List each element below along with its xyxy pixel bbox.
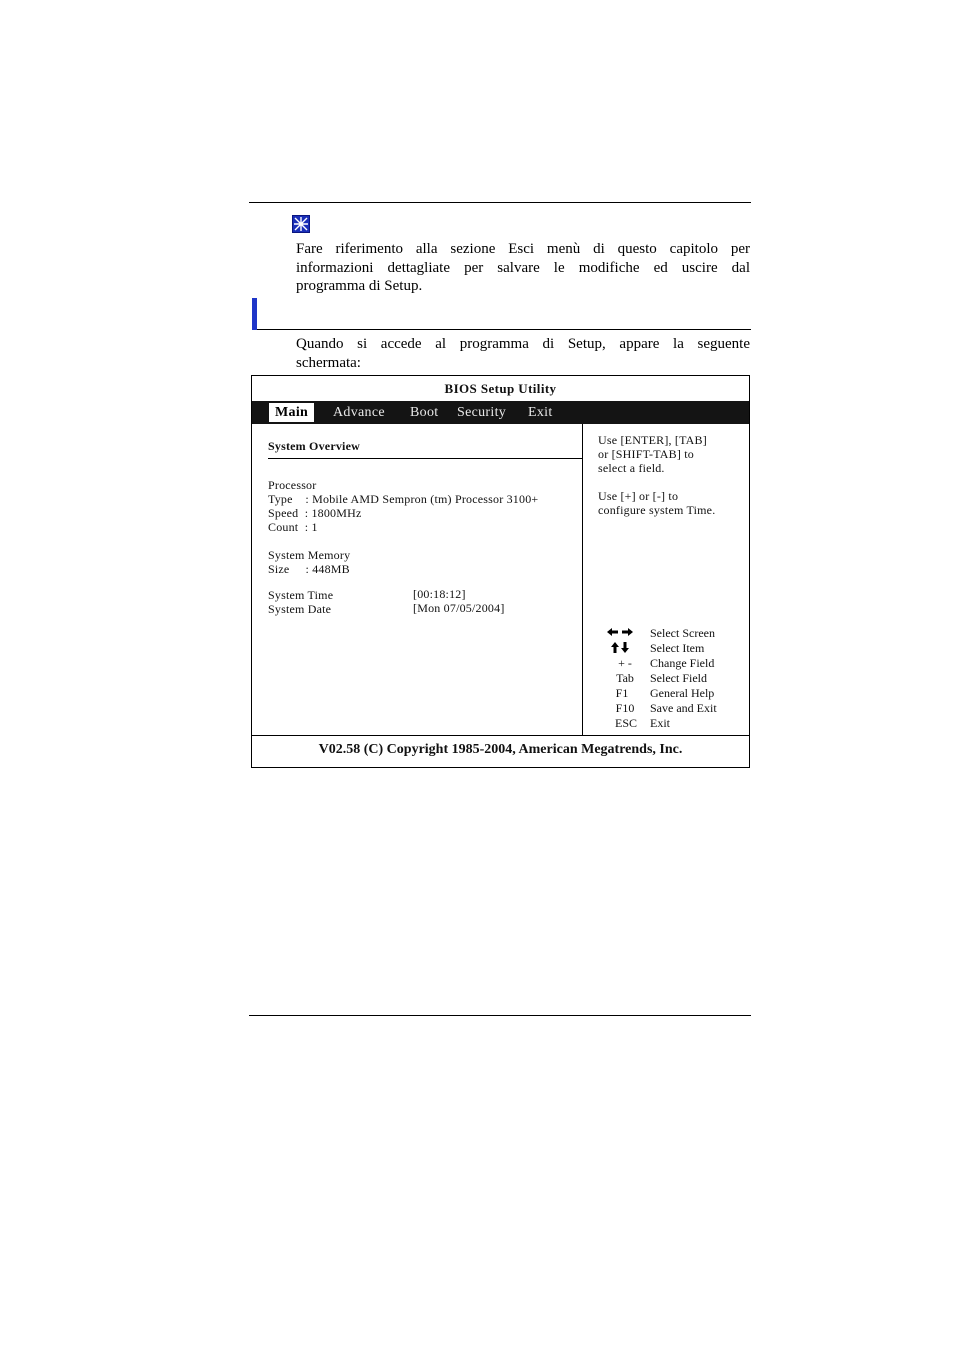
key-desc: Exit xyxy=(650,716,670,730)
key-desc: Select Screen xyxy=(650,626,715,640)
key-desc: Change Field xyxy=(650,656,715,670)
intro-line: schermata: xyxy=(296,354,361,371)
processor-heading: Processor xyxy=(268,478,317,492)
tab-security[interactable]: Security xyxy=(457,405,507,420)
memory-size: Size : 448MB xyxy=(268,562,350,576)
system-date-label: System Date xyxy=(268,602,332,616)
help-line: Use [ENTER], [TAB] xyxy=(598,433,707,447)
overview-heading: System Overview xyxy=(268,439,360,453)
system-date-value[interactable]: [Mon 07/05/2004] xyxy=(413,601,505,615)
key-desc: Select Field xyxy=(650,671,707,685)
bios-copyright: V02.58 (C) Copyright 1985-2004, American Megatrends, Inc. xyxy=(318,742,683,757)
help-line: Use [+] or [-] to xyxy=(598,489,679,503)
key-symbol: ESC xyxy=(614,716,637,730)
key-desc: General Help xyxy=(650,686,715,700)
key-desc: Select Item xyxy=(650,641,705,655)
intro-line: Quando si accede al programma di Setup, appare la seguente xyxy=(296,336,750,352)
key-desc: Save and Exit xyxy=(650,701,717,715)
footer-rule xyxy=(249,1015,751,1016)
intro-paragraph xyxy=(296,335,750,372)
note-line: Fare riferimento alla sezione Esci menù di questo capitolo per xyxy=(296,241,750,257)
overview-rule xyxy=(268,458,582,459)
tab-boot[interactable]: Boot xyxy=(410,405,439,420)
note-line: informazioni dettagliate per salvare le modifiche ed uscire dal xyxy=(296,259,750,276)
processor-type: Type : Mobile AMD Sempron (tm) Processor 3100+ xyxy=(268,492,539,506)
bios-title: BIOS Setup Utility xyxy=(444,381,557,396)
help-line: configure system Time. xyxy=(598,503,716,517)
processor-speed: Speed : 1800MHz xyxy=(268,506,362,520)
note-paragraph xyxy=(296,240,750,296)
help-line: or [SHIFT-TAB] to xyxy=(598,447,694,461)
tab-main[interactable]: Main xyxy=(269,403,314,422)
section-rule xyxy=(257,329,751,330)
bios-footer-rule xyxy=(252,735,749,736)
processor-count: Count : 1 xyxy=(268,520,318,534)
key-symbol: + - xyxy=(618,656,632,670)
system-time-label: System Time xyxy=(268,588,334,602)
section-marker xyxy=(252,298,257,330)
header-rule xyxy=(249,202,751,203)
key-symbol: Tab xyxy=(616,671,634,685)
key-symbol: F1 xyxy=(615,686,629,700)
help-line: select a field. xyxy=(598,461,665,475)
note-icon xyxy=(292,215,310,233)
bios-screenshot xyxy=(251,375,750,768)
tab-exit[interactable]: Exit xyxy=(528,405,553,420)
bios-pane-divider xyxy=(582,424,583,735)
up-down-arrows-icon xyxy=(602,641,638,657)
left-right-arrows-icon xyxy=(602,626,638,641)
bios-menu-bar xyxy=(252,401,749,424)
tab-advance[interactable]: Advance xyxy=(333,405,385,420)
memory-heading: System Memory xyxy=(268,548,351,562)
system-time-value[interactable]: [00:18:12] xyxy=(413,587,466,601)
key-symbol: F10 xyxy=(615,701,635,715)
note-line: programma di Setup. xyxy=(296,278,423,294)
